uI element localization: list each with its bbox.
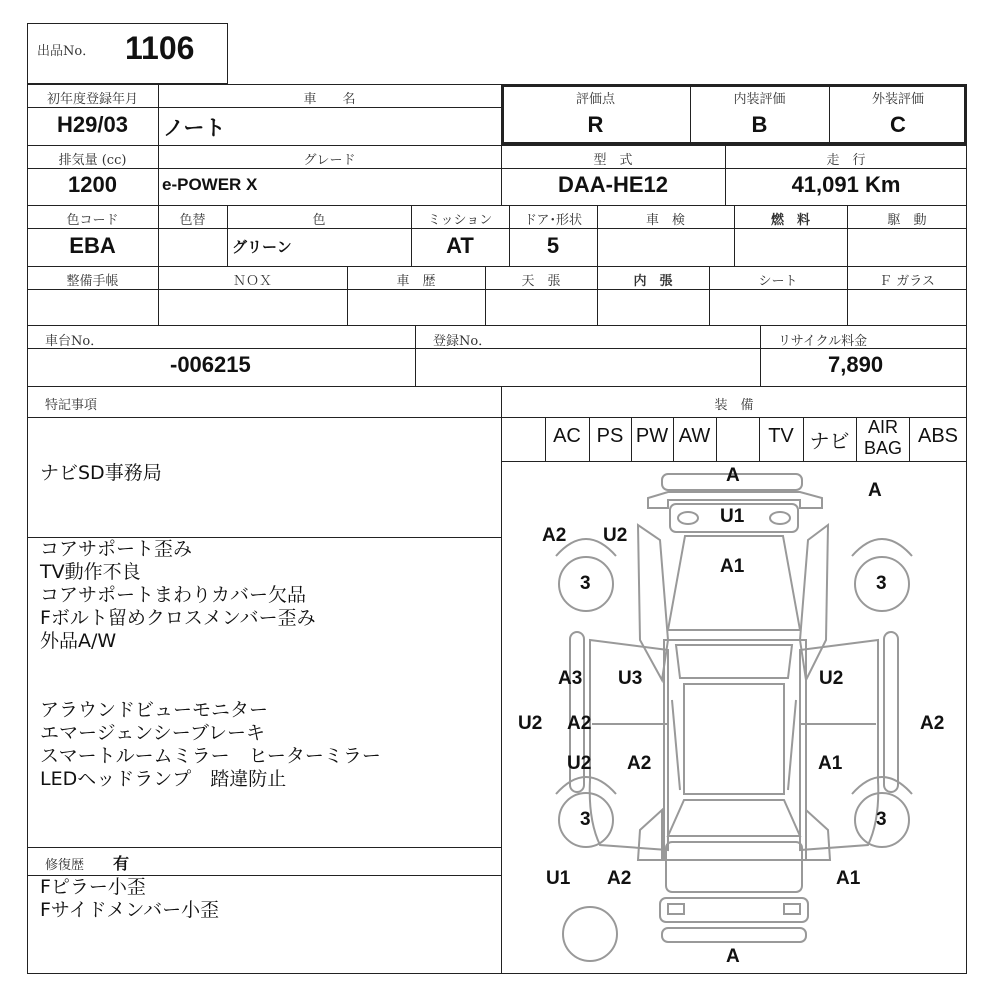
dmg-a1-rr: A1 [818,753,843,774]
dmg-a1-rear: A1 [836,868,861,889]
dmg-front-right: A [868,480,882,501]
nox-label: ＮＯＸ [232,274,272,289]
notes-label: 特記事項 [45,398,98,413]
dmg-a2-fl: A2 [542,525,567,546]
color-code-label: 色コード [66,213,119,228]
color-code-value: EBA [69,233,116,258]
note-line: LEDヘッドランプ 踏違防止 [40,768,287,790]
seat-label: シート [758,274,798,289]
mileage-value: 41,091 Km [791,172,901,197]
history-label: 車 歴 [396,274,436,289]
tire-fl: 3 [580,573,591,594]
equip-navi: ナビ [809,431,850,453]
dmg-a2-left: A2 [567,713,592,734]
model-label: 型 式 [593,153,633,168]
door-value: 5 [546,233,560,258]
displacement-label: 排気量 (cc) [58,153,127,168]
glass-label: Ｆ ガラス [879,274,935,289]
roof-label: 天 張 [521,274,561,289]
note-first: ナビSD事務局 [40,462,162,484]
chassis-label: 車台No． [45,334,104,349]
dmg-u1-front: U1 [720,506,745,527]
tire-rl: 3 [580,809,591,830]
equipment-label: 装 備 [714,398,754,413]
dmg-a2-rl: A2 [627,753,652,774]
mileage-label: 走 行 [826,153,866,168]
regno-label: 登録No． [433,334,492,349]
equip-aw: AW [678,425,711,447]
exterior-value: C [890,112,906,137]
recycle-value: 7,890 [828,352,884,377]
equip-ac: AC [553,425,581,447]
reg-value: H29/03 [57,112,128,137]
note-line: アラウンドビューモニター [40,699,269,721]
reg-label: 初年度登録年月 [46,92,138,107]
dmg-front: A [726,465,740,486]
inspection-label: 車 検 [645,213,685,228]
name-label: 車 名 [303,92,356,107]
grade-label: グレード [303,153,356,168]
score-label: 評価点 [575,92,615,107]
equip-airbag: AIR BAG [863,417,902,458]
color-value: グリーン [232,238,292,256]
door-label: ドア･形状 [523,213,583,228]
note-line: コアサポート歪み [40,538,193,560]
dmg-u2-left: U2 [518,713,543,734]
exterior-label: 外装評価 [871,92,924,107]
equip-abs: ABS [917,425,959,447]
note-line: コアサポートまわりカバー欠品 [40,584,307,606]
repaint-label: 色替 [179,213,206,228]
dmg-a1-hood: A1 [720,556,745,577]
maint-label: 整備手帳 [66,274,119,289]
tire-rr: 3 [876,809,887,830]
lot-number: 1106 [125,30,195,66]
score-value: R [587,112,604,137]
repair-value: 有 [113,854,130,873]
mission-label: ミッション [427,213,493,228]
dmg-u2-fl: U2 [603,525,628,546]
equip-ps: PS [596,425,624,447]
equip-tv: TV [768,425,794,447]
recycle-label: リサイクル料金 [778,334,868,349]
lot-number-label: 出品No． [37,44,96,59]
fuel-label: 燃 料 [770,213,810,228]
color-label: 色 [312,213,326,228]
tire-fr: 3 [876,573,887,594]
mission-value: AT [446,233,474,258]
note-line: TV動作不良 [40,561,141,583]
dmg-u2-rl: U2 [567,753,592,774]
chassis-value: -006215 [170,352,251,377]
repair-label: 修復歴 [45,858,85,873]
grade-value: e-POWER X [162,175,258,194]
note-line: スマートルームミラー ヒーターミラー [40,745,381,767]
displacement-value: 1200 [68,172,117,197]
dmg-a2-rear: A2 [607,868,632,889]
dmg-rear: A [726,946,740,967]
equip-pw: PW [635,425,669,447]
dmg-u1-rear: U1 [546,868,571,889]
dmg-a2-right: A2 [920,713,945,734]
note-line: 外品A/W [40,630,117,652]
inner-label: 内 張 [633,274,673,289]
repair-line: Fピラー小歪 [40,876,146,898]
model-value: DAA-HE12 [557,172,669,197]
note-line: エマージェンシーブレーキ [40,722,266,744]
dmg-u3: U3 [618,668,643,689]
interior-value: B [751,112,768,137]
dmg-a3: A3 [558,668,583,689]
name-value: ノート [163,116,226,140]
note-line: Fボルト留めクロスメンバー歪み [40,607,316,629]
drive-label: 駆 動 [887,213,927,228]
dmg-u2-fr: U2 [819,668,844,689]
interior-label: 内装評価 [733,92,786,107]
repair-line: Fサイドメンバー小歪 [40,899,220,921]
